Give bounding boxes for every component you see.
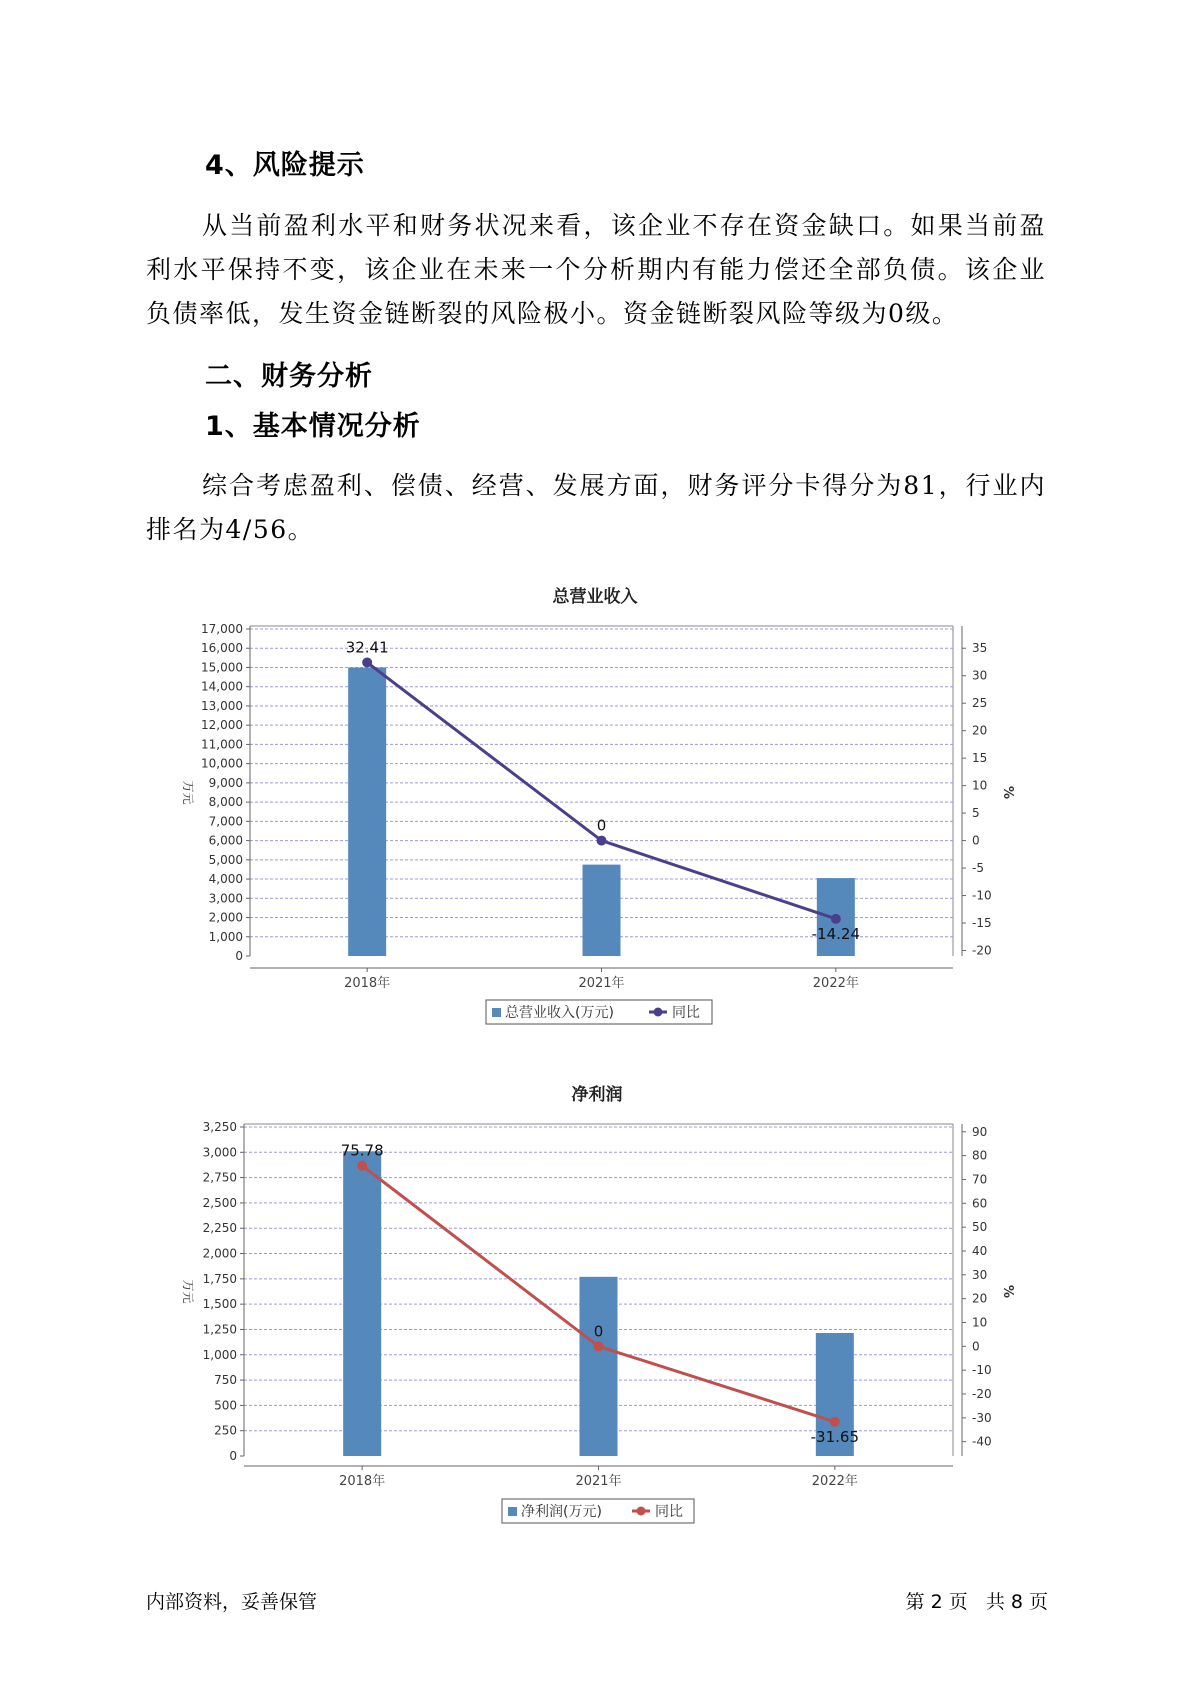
y-tick-label: 250: [214, 1423, 237, 1438]
footer-note: 内部资料，妥善保管: [146, 1591, 318, 1613]
y2-tick-label: -30: [972, 1410, 992, 1425]
y-tick-label: 1,000: [202, 1347, 237, 1362]
y-tick-label: 15,000: [201, 660, 243, 675]
y-tick-label: 4,000: [208, 872, 243, 887]
legend-bar-label: 净利润(万元): [521, 1504, 602, 1520]
y2-tick-label: -20: [972, 1387, 992, 1402]
y-tick-label: 14,000: [201, 679, 243, 694]
y-tick-label: 1,500: [202, 1297, 237, 1312]
y2-tick-label: -15: [972, 916, 992, 931]
y-tick-label: 0: [235, 949, 243, 963]
y2-tick-label: 60: [972, 1196, 988, 1211]
chart-title: 总营业收入: [552, 587, 638, 607]
y2-tick-label: -20: [972, 943, 992, 958]
y2-tick-label: -10: [972, 888, 992, 903]
y-tick-label: 10,000: [201, 756, 243, 771]
y2-tick-label: 10: [972, 778, 988, 793]
y-tick-label: 1,750: [202, 1271, 237, 1286]
y-tick-label: 16,000: [201, 641, 243, 656]
y2-tick-label: 5: [972, 806, 980, 821]
y2-tick-label: 15: [972, 751, 988, 766]
data-label: 75.78: [340, 1141, 384, 1160]
y-tick-label: 13,000: [201, 698, 243, 713]
y2-axis-title: %: [1000, 1284, 1015, 1299]
y-tick-label: 5,000: [208, 852, 243, 867]
line-point: [594, 1341, 604, 1351]
y-tick-label: 0: [229, 1449, 237, 1463]
x-tick-label: 2022年: [812, 976, 859, 991]
y-tick-label: 17,000: [201, 622, 243, 636]
y-tick-label: 1,000: [208, 929, 243, 944]
bar: [343, 1151, 381, 1456]
y2-tick-label: 10: [972, 1315, 988, 1330]
y2-tick-label: 35: [972, 641, 988, 656]
y-tick-label: 500: [214, 1398, 237, 1413]
y-tick-label: 8,000: [208, 795, 243, 810]
y2-tick-label: -40: [972, 1434, 992, 1449]
y2-tick-label: 70: [972, 1172, 988, 1187]
bar: [580, 1277, 618, 1456]
y-axis-title: 万元: [181, 1279, 195, 1304]
legend-line-label: 同比: [672, 1005, 700, 1021]
y-tick-label: 3,000: [202, 1145, 237, 1160]
x-tick-label: 2018年: [344, 976, 391, 991]
y2-tick-label: 50: [972, 1220, 988, 1235]
x-tick-label: 2022年: [811, 1474, 858, 1489]
y-tick-label: 12,000: [201, 718, 243, 733]
y-tick-label: 2,500: [202, 1195, 237, 1210]
data-label: 0: [596, 816, 607, 835]
y-tick-label: 2,250: [202, 1221, 237, 1236]
x-tick-label: 2018年: [339, 1474, 386, 1489]
basic-heading: 1、基本情况分析: [205, 411, 421, 442]
y-tick-label: 2,000: [202, 1246, 237, 1261]
y-tick-label: 9,000: [208, 775, 243, 790]
y-tick-label: 1,250: [202, 1322, 237, 1337]
y2-tick-label: 40: [972, 1243, 988, 1258]
y-tick-label: 3,250: [202, 1120, 237, 1134]
x-tick-label: 2021年: [578, 976, 625, 991]
y-tick-label: 7,000: [208, 814, 243, 829]
y2-tick-label: 30: [972, 1267, 988, 1282]
legend-line-marker: [637, 1507, 646, 1516]
data-label: 32.41: [345, 638, 389, 657]
y-tick-label: 2,000: [208, 910, 243, 925]
y2-tick-label: 25: [972, 696, 988, 711]
x-tick-label: 2021年: [575, 1474, 622, 1489]
y2-tick-label: -5: [972, 861, 984, 876]
line-point: [357, 1161, 367, 1171]
line-point: [830, 1417, 840, 1427]
legend-bar-label: 总营业收入(万元): [505, 1005, 614, 1021]
data-label: -14.24: [811, 924, 861, 943]
y2-tick-label: 20: [972, 723, 988, 738]
y2-tick-label: 20: [972, 1291, 988, 1306]
y-tick-label: 2,750: [202, 1170, 237, 1185]
y-axis-title: 万元: [181, 780, 195, 805]
y-tick-label: 11,000: [201, 737, 243, 752]
y-tick-label: 6,000: [208, 833, 243, 848]
y2-tick-label: 30: [972, 668, 988, 683]
data-label: -31.65: [810, 1427, 860, 1446]
legend-bar-swatch: [508, 1507, 517, 1516]
y2-tick-label: 0: [972, 833, 980, 848]
page-number: 第 2 页 共 8 页: [905, 1591, 1048, 1613]
y2-tick-label: 0: [972, 1339, 980, 1354]
y-tick-label: 3,000: [208, 891, 243, 906]
y2-tick-label: -10: [972, 1363, 992, 1378]
y2-tick-label: 90: [972, 1124, 988, 1139]
y-tick-label: 750: [214, 1373, 237, 1388]
y2-axis-title: %: [1000, 785, 1015, 800]
finance-heading: 二、财务分析: [205, 361, 373, 392]
chart-title: 净利润: [571, 1085, 623, 1105]
basic-paragraph: 综合考虑盈利、偿债、经营、发展方面，财务评分卡得分为81，行业内排名为4/56。: [146, 471, 1046, 544]
risk-paragraph: 从当前盈利水平和财务状况来看，该企业不存在资金缺口。如果当前盈利水平保持不变，该企业在未来一个分析期内有能力偿还全部负债。该企业负债率低，发生资金链断裂的风险极小。资金链断裂风险等级为0级。: [146, 211, 1046, 328]
legend-line-label: 同比: [655, 1504, 683, 1520]
y2-tick-label: 80: [972, 1148, 988, 1163]
risk-heading: 4、风险提示: [205, 150, 365, 181]
data-label: 0: [593, 1322, 604, 1341]
